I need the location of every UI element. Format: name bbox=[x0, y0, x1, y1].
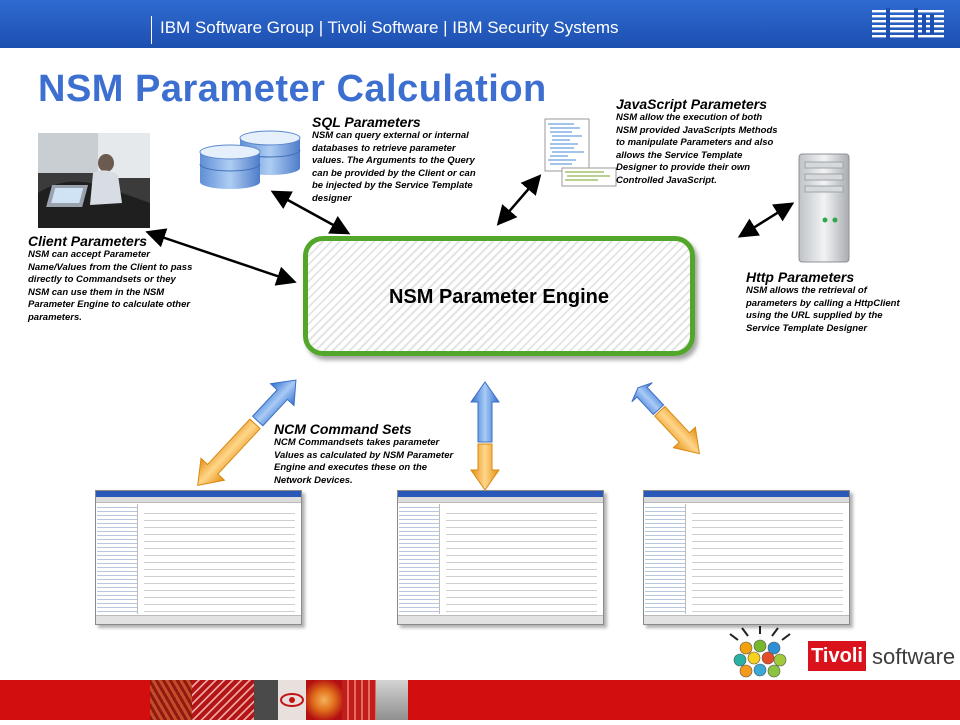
callout-client-head: Client Parameters bbox=[28, 233, 148, 249]
callout-javascript-line: allows the Service Template bbox=[616, 149, 743, 161]
ncm-screenshot-right bbox=[643, 490, 850, 625]
callout-javascript-line: Designer to provide their own bbox=[616, 162, 751, 173]
arrow-ncm-right bbox=[627, 378, 710, 464]
callout-sql-head: SQL Parameters bbox=[312, 114, 421, 130]
callout-client-line: NSM can accept Parameter bbox=[28, 249, 150, 260]
footer-image-tile bbox=[376, 680, 408, 720]
footer-image-tile bbox=[150, 680, 192, 720]
callout-client-line: directly to Commandsets or they bbox=[28, 274, 176, 285]
callout-ncm-line: Engine and executes these on the bbox=[274, 462, 428, 473]
software-wordmark: software bbox=[872, 644, 956, 669]
callout-client-line: NSM can use them in the NSM bbox=[28, 286, 165, 298]
page-title: NSM Parameter Calculation bbox=[38, 68, 547, 110]
arrow-ncm-center bbox=[471, 382, 499, 490]
footer-image-tile bbox=[254, 680, 278, 720]
callout-ncm-head: NCM Command Sets bbox=[274, 421, 412, 437]
header-text: IBM Software Group | Tivoli Software | IBM Security Systems bbox=[160, 18, 619, 37]
engine-label: NSM Parameter Engine bbox=[388, 286, 610, 308]
callout-http-line: Service Template Designer bbox=[746, 322, 868, 334]
footer-image-tile bbox=[192, 680, 254, 720]
callout-client bbox=[28, 233, 192, 324]
callout-ncm-line: Network Devices. bbox=[274, 474, 353, 486]
callout-javascript-head: JavaScript Parameters bbox=[616, 96, 767, 112]
callout-client-line: parameters. bbox=[28, 311, 82, 323]
callout-sql-line: designer bbox=[312, 192, 352, 204]
callout-http-line: NSM allows the retrieval of bbox=[746, 285, 867, 296]
callout-sql bbox=[312, 114, 476, 205]
footer-image-tile bbox=[306, 680, 342, 720]
callout-client-line: Parameter Engine to calculate other bbox=[28, 299, 191, 310]
footer-bar bbox=[0, 680, 960, 720]
callout-http bbox=[746, 269, 900, 335]
footer-image-tile bbox=[342, 680, 376, 720]
ncm-screenshot-left bbox=[95, 490, 302, 625]
callout-ncm-line: NCM Commandsets takes parameter bbox=[274, 437, 440, 448]
callout-javascript-line: Controlled JavaScript. bbox=[616, 174, 717, 186]
tivoli-wordmark: Tivoli bbox=[808, 641, 866, 671]
callout-http-line: parameters by calling a HttpClient bbox=[746, 297, 900, 309]
callout-sql-line: values. The Arguments to the Query bbox=[312, 155, 475, 166]
callout-ncm bbox=[274, 421, 453, 487]
callout-sql-line: NSM can query external or internal bbox=[312, 130, 469, 141]
callout-sql-line: be injected by the Service Template bbox=[312, 180, 473, 191]
callout-sql-line: databases to retrieve parameter bbox=[312, 142, 456, 154]
callout-client-line: Name/Values from the Client to pass bbox=[28, 261, 193, 273]
callout-http-head: Http Parameters bbox=[746, 269, 855, 285]
arrow-javascript bbox=[500, 178, 538, 222]
eye-icon bbox=[278, 680, 306, 720]
arrow-http bbox=[742, 205, 790, 235]
callout-javascript-line: NSM provided JavaScripts Methods bbox=[616, 124, 778, 136]
footer-image-tile bbox=[278, 680, 306, 720]
callout-javascript bbox=[616, 96, 778, 187]
callout-ncm-line: Values as calculated by NSM Parameter bbox=[274, 449, 454, 461]
callout-javascript-line: NSM allow the execution of both bbox=[616, 112, 763, 123]
callout-javascript-line: to manipulate Parameters and also bbox=[616, 137, 774, 148]
ncm-screenshot-center bbox=[397, 490, 604, 625]
parameter-engine-box bbox=[303, 236, 695, 356]
callout-sql-line: can be provided by the Client or can bbox=[312, 167, 476, 179]
tivoli-logo-icon bbox=[730, 626, 790, 677]
callout-http-line: using the URL supplied by the bbox=[746, 310, 883, 321]
